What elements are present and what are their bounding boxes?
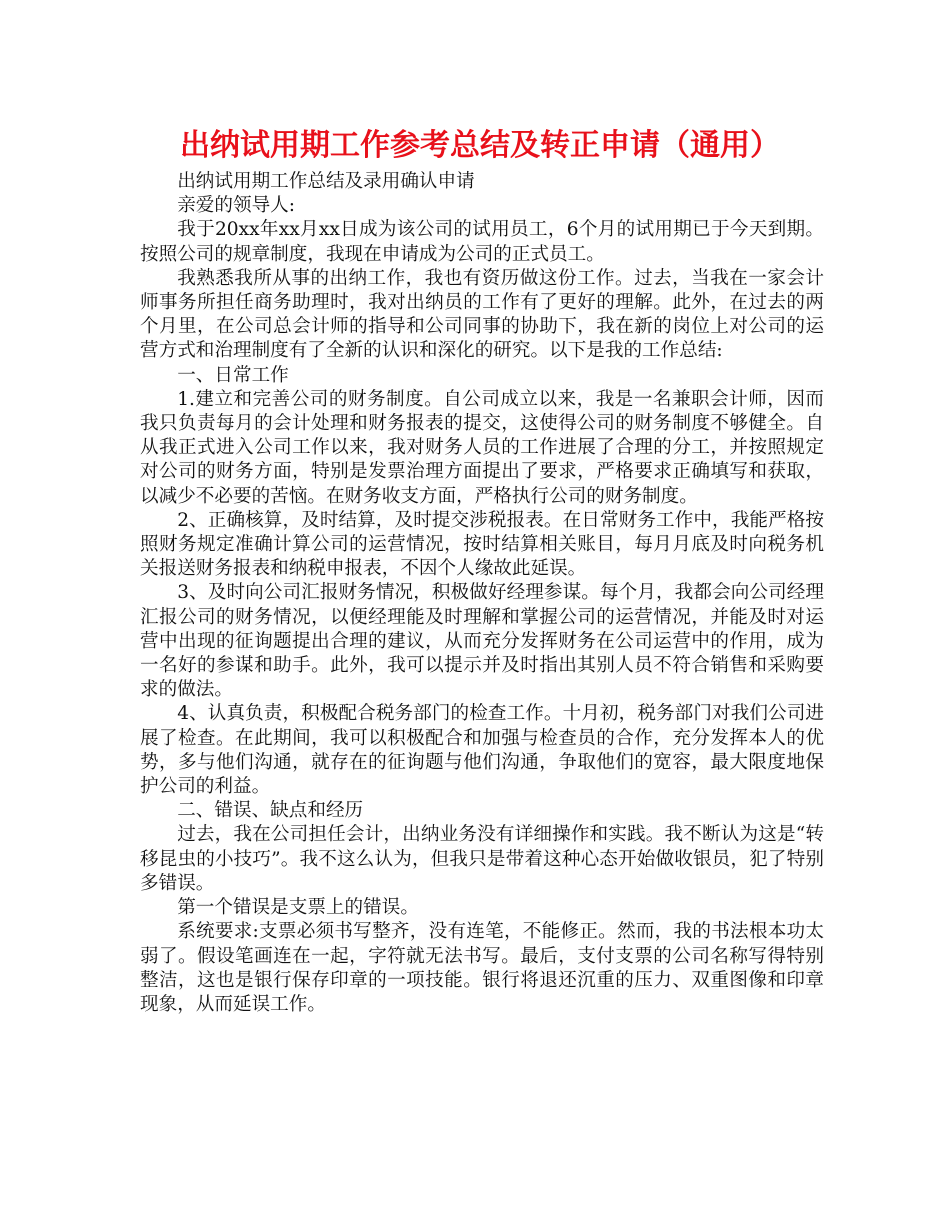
- paragraph: 4、认真负责，积极配合税务部门的检查工作。十月初，税务部门对我们公司进展了检查。在此期间，我可以积极配合和加强与检查员的合作，充分发挥本人的优势，多与他们沟通，就存在的征询题与他们沟通，争取他们的宽容，最大限度地保护公司的利益。: [140, 703, 824, 798]
- paragraph-salutation: 亲爱的领导人:: [177, 195, 296, 217]
- section-heading: 一、日常工作: [177, 364, 289, 386]
- paragraph: 2、正确核算，及时结算，及时提交涉税报表。在日常财务工作中，我能严格按照财务规定准确计算公司的运营情况，按时结算相关账目，每月月底及时向税务机关报送财务报表和纳税申报表，不因个人缘故此延误。: [140, 509, 824, 580]
- document-title: 出纳试用期工作参考总结及转正申请（通用）: [180, 128, 780, 163]
- paragraph: 过去，我在公司担任会计，出纳业务没有详细操作和实践。我不断认为这是“转移昆虫的小技巧”。我不这么认为，但我只是带着这种心态开始做收银员，犯了特别多错误。: [140, 824, 824, 894]
- document-body: [140, 170, 824, 1017]
- paragraph-subtitle: 出纳试用期工作总结及录用确认申请: [177, 171, 475, 192]
- paragraph: 1.建立和完善公司的财务制度。自公司成立以来，我是一名兼职会计师，因而我只负责每月的会计处理和财务报表的提交，这使得公司的财务制度不够健全。自从我正式进入公司工作以来，我对财务人员的工作进展了合理的分工，并按照规定对公司的财务方面，特别是发票治理方面提出了要求，严格要求正确填写和获取，以减少不必要的苦恼。在财务收支方面，严格执行公司的财务制度。: [140, 388, 824, 507]
- paragraph: 系统要求:支票必须书写整齐，没有连笔，不能修正。然而，我的书法根本功太弱了。假设笔画连在一起，字符就无法书写。最后，支付支票的公司名称写得特别整洁，这也是银行保存印章的一项技能。银行将退还沉重的压力、双重图像和印章现象，从而延误工作。: [140, 921, 824, 1015]
- paragraph: 我于20xx年xx月xx日成为该公司的试用员工，6个月的试用期已于今天到期。按照公司的规章制度，我现在申请成为公司的正式员工。: [140, 219, 824, 265]
- paragraph: 3、及时向公司汇报财务情况，积极做好经理参谋。每个月，我都会向公司经理汇报公司的财务情况，以便经理能及时理解和掌握公司的运营情况，并能及时对运营中出现的征询题提出合理的建议，从而充分发挥财务在公司运营中的作用，成为一名好的参谋和助手。此外，我可以提示并及时指出其别人员不符合销售和采购要求的做法。: [140, 582, 824, 701]
- paragraph: 第一个错误是支票上的错误。: [177, 897, 419, 919]
- section-heading: 二、错误、缺点和经历: [177, 800, 364, 822]
- paragraph: 我熟悉我所从事的出纳工作，我也有资历做这份工作。过去，当我在一家会计师事务所担任商务助理时，我对出纳员的工作有了更好的理解。此外，在过去的两个月里，在公司总会计师的指导和公司同事的协助下，我在新的岗位上对公司的运营方式和治理制度有了全新的认识和深化的研究。以下是我的工作总结:: [140, 267, 824, 362]
